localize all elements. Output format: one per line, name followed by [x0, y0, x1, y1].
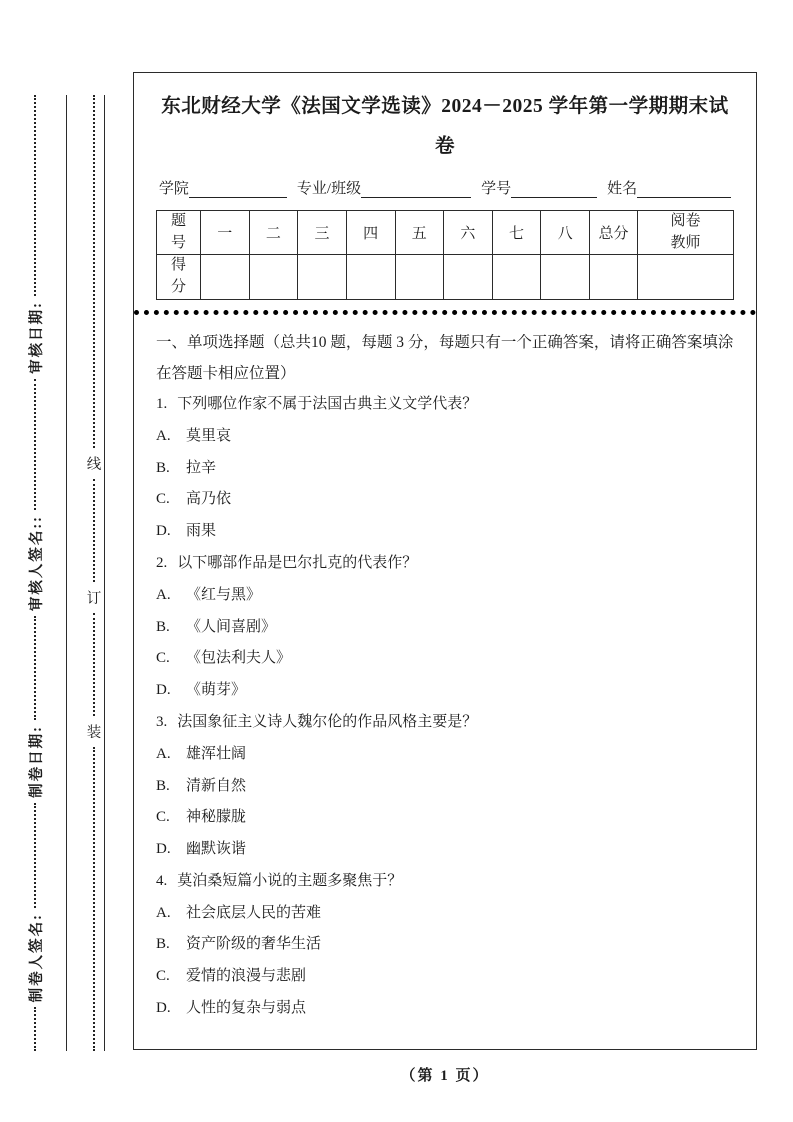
review-date-label: 审核日期:	[28, 300, 45, 374]
option-text: 幽默诙谐	[186, 841, 247, 858]
option-text: 雄浑壮阔	[186, 745, 247, 762]
binding-char-ding: 订	[86, 591, 102, 608]
question-text	[156, 866, 734, 898]
question-number-header-cell	[157, 210, 201, 255]
option	[156, 739, 734, 771]
question-text	[156, 707, 734, 739]
option-text: 《包法利夫人》	[186, 650, 292, 667]
option	[156, 580, 734, 612]
score-label-cell	[157, 255, 201, 300]
name-blank	[637, 181, 731, 198]
score-table-cell: 八	[541, 210, 590, 255]
dotted-line-segment	[93, 613, 95, 716]
option	[156, 771, 734, 803]
option-label: D.	[156, 523, 171, 540]
option	[156, 643, 734, 675]
question-text	[156, 548, 734, 580]
question-stem: 莫泊桑短篇小说的主题多聚焦于？	[177, 872, 403, 889]
option	[156, 961, 734, 993]
name-label: 姓名	[607, 180, 638, 197]
score-empty-cell	[541, 255, 590, 300]
score-empty-cell	[395, 255, 444, 300]
option-text: 高乃依	[186, 491, 232, 508]
score-table-cell: 七	[492, 210, 541, 255]
student-info-line	[156, 177, 734, 198]
option	[156, 484, 734, 516]
option-text: 《人间喜剧》	[186, 618, 277, 635]
margin-rule-inner	[104, 95, 105, 1051]
major-class-label: 专业/班级	[296, 180, 362, 197]
option	[156, 453, 734, 485]
question-block	[156, 389, 734, 548]
college-label: 学院	[158, 180, 189, 197]
question-block	[156, 866, 734, 1025]
score-table-header-row	[157, 210, 734, 255]
score-table-score-row	[157, 255, 734, 300]
grader-header-cell	[638, 210, 734, 255]
option-text: 雨果	[186, 523, 217, 540]
exam-sheet	[133, 72, 757, 1050]
option-text: 人性的复杂与弱点	[186, 1000, 307, 1017]
dotted-line-segment	[34, 616, 36, 721]
option-label: A.	[156, 427, 171, 444]
left-margin-stamp-column	[20, 95, 50, 1051]
option	[156, 834, 734, 866]
option-label: B.	[156, 618, 170, 635]
dotted-line-segment	[34, 95, 36, 296]
score-empty-cell	[590, 255, 638, 300]
question-number: 4.	[156, 872, 168, 889]
page-number: （第 1 页）	[400, 1068, 490, 1084]
score-table-cell: 三	[298, 210, 347, 255]
option-label: C.	[156, 968, 170, 985]
option-text: 莫里哀	[186, 427, 232, 444]
question-number: 2.	[156, 554, 168, 571]
score-empty-cell	[444, 255, 493, 300]
option	[156, 898, 734, 930]
dotted-line-segment	[93, 95, 95, 448]
question-block	[156, 707, 734, 866]
option-label: C.	[156, 491, 170, 508]
dotted-line-segment	[93, 479, 95, 582]
student-id-label: 学号	[481, 180, 512, 197]
score-table-cell: 四	[346, 210, 395, 255]
option	[156, 802, 734, 834]
question-number: 1.	[156, 395, 168, 412]
option-text: 资产阶级的奢华生活	[186, 936, 322, 953]
option-text: 《红与黑》	[186, 586, 262, 603]
dotted-line-segment	[34, 1007, 36, 1051]
reviewer-signature-label: 审核人签名::	[28, 514, 45, 611]
score-table-cell: 五	[395, 210, 444, 255]
option-text: 拉辛	[186, 459, 217, 476]
option-label: A.	[156, 745, 171, 762]
option-label: C.	[156, 650, 170, 667]
option	[156, 993, 734, 1025]
section-heading: 一、单项选择题（总共10 题，每题 3 分，每题只有一个正确答案，请将正确答案填涂在答题卡相应位置）	[156, 333, 734, 382]
student-id-blank	[511, 181, 597, 198]
option-text: 神秘朦胧	[186, 809, 247, 826]
score-empty-cell	[492, 255, 541, 300]
dotted-line-segment	[34, 379, 36, 510]
option	[156, 516, 734, 548]
option-label: A.	[156, 586, 171, 603]
score-empty-cell	[638, 255, 734, 300]
option-label: D.	[156, 682, 171, 699]
major-class-blank	[361, 181, 471, 198]
option-label: B.	[156, 936, 170, 953]
grader-header-text: 阅卷教师	[670, 212, 701, 251]
binding-line-column	[85, 95, 103, 1051]
option	[156, 675, 734, 707]
score-label-text: 得分	[170, 257, 186, 296]
option-label: B.	[156, 777, 170, 794]
score-table-cell: 六	[444, 210, 493, 255]
score-table-cell: 一	[201, 210, 250, 255]
questions-area	[156, 389, 734, 1025]
question-number: 3.	[156, 713, 168, 730]
paper-maker-signature-label: 制卷人签名:	[28, 913, 45, 1003]
option-label: A.	[156, 904, 171, 921]
question-stem: 下列哪位作家不属于法国古典主义文学代表？	[177, 395, 478, 412]
option-text: 《萌芽》	[186, 682, 247, 699]
binding-char-xian: 线	[86, 457, 102, 474]
option	[156, 612, 734, 644]
score-empty-cell	[201, 255, 250, 300]
margin-rule-outer	[66, 95, 67, 1051]
dotted-line-segment	[34, 803, 36, 908]
college-blank	[189, 181, 287, 198]
score-empty-cell	[298, 255, 347, 300]
question-number-header-text: 题号	[170, 212, 186, 251]
score-empty-cell	[249, 255, 298, 300]
option-label: D.	[156, 841, 171, 858]
paper-making-date-label: 制卷日期:	[28, 725, 45, 799]
option	[156, 421, 734, 453]
question-block	[156, 548, 734, 707]
option-text: 社会底层人民的苦难	[186, 904, 322, 921]
score-table	[156, 210, 734, 300]
option-label: D.	[156, 1000, 171, 1017]
option-label: B.	[156, 459, 170, 476]
question-text	[156, 389, 734, 421]
total-score-header-cell: 总分	[590, 210, 638, 255]
option-text: 爱情的浪漫与悲剧	[186, 968, 307, 985]
dotted-separator	[134, 310, 756, 315]
option-text: 清新自然	[186, 777, 247, 794]
option	[156, 929, 734, 961]
question-stem: 法国象征主义诗人魏尔伦的作品风格主要是？	[177, 713, 478, 730]
option-label: C.	[156, 809, 170, 826]
question-stem: 以下哪部作品是巴尔扎克的代表作？	[177, 554, 418, 571]
score-table-cell: 二	[249, 210, 298, 255]
dotted-line-segment	[93, 747, 95, 1051]
binding-char-zhuang: 装	[86, 724, 102, 741]
exam-title: 东北财经大学《法国文学选读》2024－2025 学年第一学期期末试卷	[161, 96, 729, 157]
score-empty-cell	[346, 255, 395, 300]
